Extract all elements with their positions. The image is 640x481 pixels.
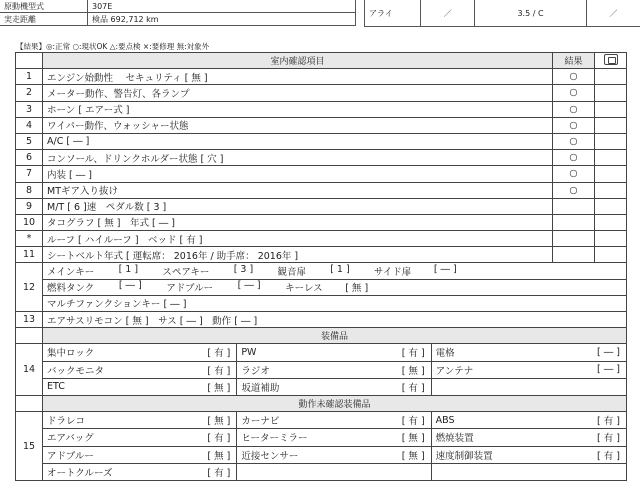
equipment-label: ラジオ xyxy=(241,365,270,377)
keys-line-2 xyxy=(43,279,627,295)
tire-value: 3.5 / C xyxy=(475,0,587,27)
equipment-value: [ 有 ] xyxy=(207,467,231,479)
equipment-value: [ 有 ] xyxy=(207,433,231,445)
rear-door-value: [ 1 ] xyxy=(330,264,350,276)
item-note xyxy=(595,101,627,117)
equipment-row xyxy=(43,428,626,445)
equipment-label: 集中ロック xyxy=(47,348,95,360)
item-result xyxy=(553,198,595,214)
item-text: ルーフ [ ハイルーフ ] ベッド [ 有 ] xyxy=(43,231,553,247)
equipment-label: バックモニタ xyxy=(47,365,105,377)
equipment-label: カーナビ xyxy=(241,416,280,428)
item-text: A/C [ ― ] xyxy=(43,133,553,149)
equipment-label: 電格 xyxy=(435,348,455,360)
inspection-row xyxy=(16,214,627,230)
equipment-label: アンテナ xyxy=(435,365,474,377)
rear-door-label: 観音扉 xyxy=(277,267,306,279)
inspection-table xyxy=(15,52,627,481)
item-note xyxy=(595,166,627,182)
equipment-label: エアバッグ xyxy=(47,433,94,445)
equipment-label: ABS xyxy=(435,414,455,426)
item-note xyxy=(595,182,627,198)
equipment-value: [ 無 ] xyxy=(401,433,425,445)
equipment-value: [ 有 ] xyxy=(401,382,425,394)
item-result: ○ xyxy=(553,150,595,166)
equipment-value: [ 有 ] xyxy=(207,348,231,360)
equipment-cell xyxy=(237,412,431,428)
inspection-row xyxy=(16,182,627,198)
header-table xyxy=(0,0,640,26)
fuel-tank-value: [ ― ] xyxy=(118,280,142,292)
item-note xyxy=(595,247,627,263)
equipment-cell xyxy=(237,344,431,360)
item-text: コンソール、ドリンクホルダー状態 [ 穴 ] xyxy=(43,150,553,166)
side-door-value: [ ― ] xyxy=(433,264,457,276)
equipment-cell xyxy=(237,464,431,480)
item-number: 10 xyxy=(16,214,43,230)
equipment-cell xyxy=(43,362,237,378)
item-number: 8 xyxy=(16,182,43,198)
main-key-label: メインキー xyxy=(47,267,95,279)
section-title-equipment: 装備品 xyxy=(43,328,627,344)
equipment-value: [ ― ] xyxy=(597,346,620,358)
inspection-row xyxy=(16,117,627,133)
equipment-label: 近接センサー xyxy=(241,450,299,462)
result-legend: 【結果】◎:正常 ○:現状OK △:要点検 ×:要修理 無:対象外 xyxy=(16,42,210,51)
section-title-interior: 室内確認項目 xyxy=(43,53,553,69)
item-text: メーター動作、警告灯、各ランプ xyxy=(43,85,553,101)
equipment-value: [ 有 ] xyxy=(597,450,620,462)
item-result: ○ xyxy=(553,133,595,149)
equipment-value: [ 無 ] xyxy=(401,450,425,462)
equipment-cell xyxy=(43,379,237,395)
equipment-cell xyxy=(432,429,626,445)
item-number: 12 xyxy=(16,263,43,312)
equipment-cell xyxy=(43,412,237,428)
equipment-cell xyxy=(43,447,237,463)
equipment-label: 燃焼装置 xyxy=(435,433,474,445)
fuel-tank-label: 燃料タンク xyxy=(47,283,95,295)
engine-type-value: 307E xyxy=(88,0,356,13)
keyless-value: [ 無 ] xyxy=(345,283,369,295)
item-result xyxy=(553,247,595,263)
section-title-unchecked: 動作未確認装備品 xyxy=(43,395,627,411)
equipment-value: [ 有 ] xyxy=(401,416,425,428)
item-number: 4 xyxy=(16,117,43,133)
item-number: 6 xyxy=(16,150,43,166)
document-icon xyxy=(595,53,627,69)
equipment-cell xyxy=(237,429,431,445)
equipment-cell xyxy=(237,447,431,463)
item-text: 内装 [ ― ] xyxy=(43,166,553,182)
equipment-cell xyxy=(237,379,431,395)
engine-type-label: 原動機型式 xyxy=(0,0,88,13)
inspection-row xyxy=(16,101,627,117)
keyless-label: キーレス xyxy=(285,283,323,295)
inspection-row xyxy=(16,85,627,101)
item-note xyxy=(595,133,627,149)
equipment-grid xyxy=(43,344,627,396)
equipment-value: [ 無 ] xyxy=(207,382,231,394)
inspection-row xyxy=(16,247,627,263)
equipment-value: [ 有 ] xyxy=(207,365,231,377)
item-note xyxy=(595,150,627,166)
tire-slash-right: ／ xyxy=(586,0,640,27)
item-result: ○ xyxy=(553,182,595,198)
tire-slash-left: ／ xyxy=(421,0,475,27)
item-note xyxy=(595,231,627,247)
equipment-label: ETC xyxy=(47,381,65,393)
equipment-row xyxy=(43,361,626,378)
item-number: 13 xyxy=(16,312,43,328)
adblue-label: アドブルー xyxy=(166,283,214,295)
keys-line-1 xyxy=(43,263,627,279)
equipment-label: ドラレコ xyxy=(47,416,86,428)
equipment-cell xyxy=(432,344,626,360)
item-text: タコグラフ [ 無 ] 年式 [ ― ] xyxy=(43,214,553,230)
item-number: 14 xyxy=(16,344,43,396)
equipment-value: [ ― ] xyxy=(597,364,620,376)
inspection-row xyxy=(16,133,627,149)
equipment-label: PW xyxy=(241,346,257,358)
item-number: * xyxy=(16,231,43,247)
item-note xyxy=(595,117,627,133)
equipment-label: オートクルーズ xyxy=(47,467,113,479)
equipment-value: [ 無 ] xyxy=(401,365,425,377)
main-key-value: [ 1 ] xyxy=(118,264,139,276)
equipment-cell xyxy=(237,362,431,378)
unchecked-grid xyxy=(43,412,627,481)
equipment-cell xyxy=(432,464,626,480)
item-note xyxy=(595,214,627,230)
item-text: シートベルト年式 [ 運転席： 2016年 / 助手席： 2016年 ] xyxy=(43,247,553,263)
side-door-label: サイド扉 xyxy=(373,267,412,279)
mileage-value: 検品 692,712 km xyxy=(88,13,356,26)
equipment-label: 速度制御装置 xyxy=(435,450,493,462)
equipment-label: アドブルー xyxy=(47,450,94,462)
tire-label: アライ xyxy=(365,0,421,27)
inspection-row xyxy=(16,69,627,85)
multifunction-key: マルチファンクションキー [ ― ] xyxy=(43,295,627,311)
equipment-value: [ 有 ] xyxy=(597,433,620,445)
item-text: MTギア入り抜け xyxy=(43,182,553,198)
item-number: 9 xyxy=(16,198,43,214)
item-result: ○ xyxy=(553,69,595,85)
item-number: 5 xyxy=(16,133,43,149)
equipment-row xyxy=(43,412,626,428)
equipment-row xyxy=(43,463,626,480)
inspection-row xyxy=(16,198,627,214)
equipment-value: [ 無 ] xyxy=(207,450,231,462)
result-header: 結果 xyxy=(553,53,595,69)
item-note xyxy=(595,198,627,214)
air-suspension: エアサスリモコン [ 無 ] サス [ ― ] 動作 [ ― ] xyxy=(43,312,627,328)
item-result xyxy=(553,231,595,247)
equipment-cell xyxy=(43,464,237,480)
spare-key-value: [ 3 ] xyxy=(233,264,254,276)
inspection-row xyxy=(16,231,627,247)
inspection-row xyxy=(16,166,627,182)
item-number: 15 xyxy=(16,412,43,481)
equipment-cell xyxy=(432,447,626,463)
equipment-row xyxy=(43,378,626,395)
equipment-cell xyxy=(432,362,626,378)
item-note xyxy=(595,69,627,85)
equipment-cell xyxy=(432,412,626,428)
item-number: 1 xyxy=(16,69,43,85)
equipment-label: 坂道補助 xyxy=(241,382,280,394)
equipment-value: [ 有 ] xyxy=(401,348,425,360)
equipment-row xyxy=(43,446,626,463)
spare-key-label: スペアキー xyxy=(162,267,210,279)
equipment-value: [ 無 ] xyxy=(207,416,231,428)
item-number: 7 xyxy=(16,166,43,182)
item-text: エンジン始動性 セキュリティ [ 無 ] xyxy=(43,69,553,85)
equipment-label: ヒーターミラー xyxy=(241,433,308,445)
item-result: ○ xyxy=(553,85,595,101)
item-number: 3 xyxy=(16,101,43,117)
item-result: ○ xyxy=(553,101,595,117)
item-text: ワイパー動作、ウォッシャー状態 xyxy=(43,117,553,133)
adblue-value: [ ― ] xyxy=(237,280,261,292)
inspection-row xyxy=(16,150,627,166)
mileage-label: 実走距離 xyxy=(0,13,88,26)
equipment-cell xyxy=(43,344,237,360)
item-note xyxy=(595,85,627,101)
item-text: ホーン [ エアー式 ] xyxy=(43,101,553,117)
equipment-cell xyxy=(432,379,626,395)
item-text: M/T [ 6 ]速 ペダル数 [ 3 ] xyxy=(43,198,553,214)
equipment-value: [ 有 ] xyxy=(597,416,620,428)
item-number: 2 xyxy=(16,85,43,101)
item-result xyxy=(553,214,595,230)
item-result: ○ xyxy=(553,117,595,133)
item-number: 11 xyxy=(16,247,43,263)
equipment-row xyxy=(43,344,626,360)
equipment-cell xyxy=(43,429,237,445)
item-result: ○ xyxy=(553,166,595,182)
